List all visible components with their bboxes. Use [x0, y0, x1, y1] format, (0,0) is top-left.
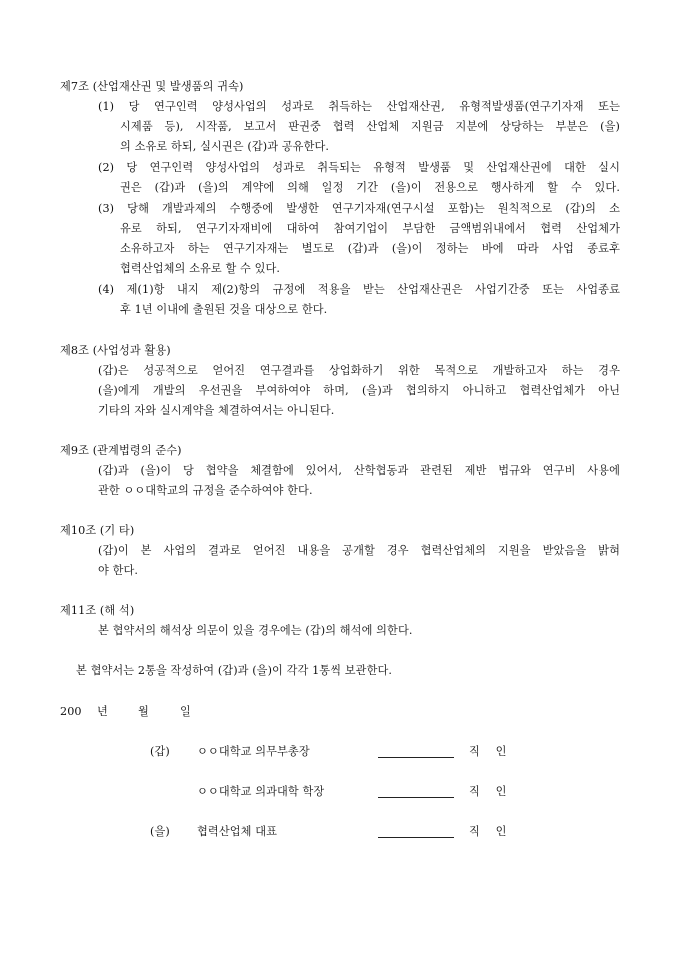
official-seal-label: 직 인 [469, 785, 507, 798]
article-9-title: 제9조 (관계법령의 준수) [60, 444, 182, 457]
article-7-clause-3-line-3: 소유하고자 하는 연구기자재는 별도로 (갑)과 (을)이 정하는 바에 따라 사업 종료후 [120, 242, 620, 255]
article-10-line-1: (갑)이 본 사업의 결과로 얻어진 내용을 공개할 경우 협력산업체의 지원을 받았음을 밝혀 [98, 544, 620, 557]
closing-statement: 본 협약서는 2통을 작성하여 (갑)과 (을)이 각각 1통씩 보관한다. [76, 664, 393, 677]
article-7-clause-1-line-1: (1) 당 연구인력 양성사업의 성과로 취득하는 산업재산권, 유형적발생품(연구기자재 또는 [98, 100, 620, 113]
signature-line [378, 837, 454, 838]
article-7-clause-4-line-1: (4) 제(1)항 내지 제(2)항의 규정에 적용을 받는 산업재산권은 사업기간중 또는 사업종료 [98, 283, 620, 296]
article-10-title: 제10조 (기 타) [60, 524, 135, 537]
signature-name: ㅇㅇ대학교 의과대학 학장 [197, 785, 325, 798]
date-year: 200 [60, 705, 82, 718]
article-8-line-2: (을)에게 개발의 우선권을 부여하여야 하며, (을)과 협의하지 아니하고 협력산업체가 아닌 [98, 384, 620, 397]
signature-party: (갑) [150, 745, 170, 758]
article-7-clause-2-line-1: (2) 당 연구인력 양성사업의 성과로 취득되는 유형적 발생품 및 산업재산권에 대한 실시 [98, 161, 620, 174]
article-11-line-1: 본 협약서의 해석상 의문이 있을 경우에는 (갑)의 해석에 의한다. [98, 624, 413, 637]
article-7-clause-3-line-1: (3) 당해 개발과제의 수행중에 발생한 연구기자재(연구시설 포함)는 원칙적으로 (갑)의 소 [98, 202, 620, 215]
signature-name: ㅇㅇ대학교 의무부총장 [197, 745, 310, 758]
article-11-title: 제11조 (해 석) [60, 604, 135, 617]
article-7-clause-4-line-2: 후 1년 이내에 출원된 것을 대상으로 한다. [120, 303, 328, 316]
date-year-unit: 년 [97, 705, 108, 718]
article-7-clause-1-line-3: 의 소유로 하되, 실시권은 (갑)과 공유한다. [120, 140, 330, 153]
signature-line [378, 757, 454, 758]
article-8-line-3: 기타의 자와 실시계약을 체결하여서는 아니된다. [98, 404, 335, 417]
signature-name: 협력산업체 대표 [197, 825, 278, 838]
article-7-clause-2-line-2: 권은 (갑)과 (을)의 계약에 의해 일정 기간 (을)이 전용으로 행사하게 할 수 있다. [120, 181, 620, 194]
article-8-title: 제8조 (사업성과 활용) [60, 344, 171, 357]
date-day-unit: 일 [180, 705, 191, 718]
article-9-line-1: (갑)과 (을)이 당 협약을 체결함에 있어서, 산학협동과 관련된 제반 법규와 연구비 사용에 [98, 464, 620, 477]
article-7-clause-3-line-2: 유로 하되, 연구기자재비에 대하여 참여기업이 부담한 금액범위내에서 협력 산업체가 [120, 222, 620, 235]
signature-party: (을) [150, 825, 170, 838]
article-7-clause-1-line-2: 시제품 등), 시작품, 보고서 판권중 협력 산업체 지원금 지분에 상당하는 부분은 (을) [120, 120, 620, 133]
signature-line [378, 797, 454, 798]
article-9-line-2: 관한 ㅇㅇ대학교의 규정을 준수하여야 한다. [98, 484, 313, 497]
article-7-clause-3-line-4: 협력산업체의 소유로 할 수 있다. [120, 262, 281, 275]
official-seal-label: 직 인 [469, 825, 507, 838]
article-7-title: 제7조 (산업재산권 및 발생품의 귀속) [60, 80, 244, 93]
official-seal-label: 직 인 [469, 745, 507, 758]
date-month-unit: 월 [138, 705, 149, 718]
article-8-line-1: (갑)은 성공적으로 얻어진 연구결과를 상업화하기 위한 목적으로 개발하고자 하는 경우 [98, 364, 620, 377]
article-10-line-2: 야 한다. [98, 564, 139, 577]
